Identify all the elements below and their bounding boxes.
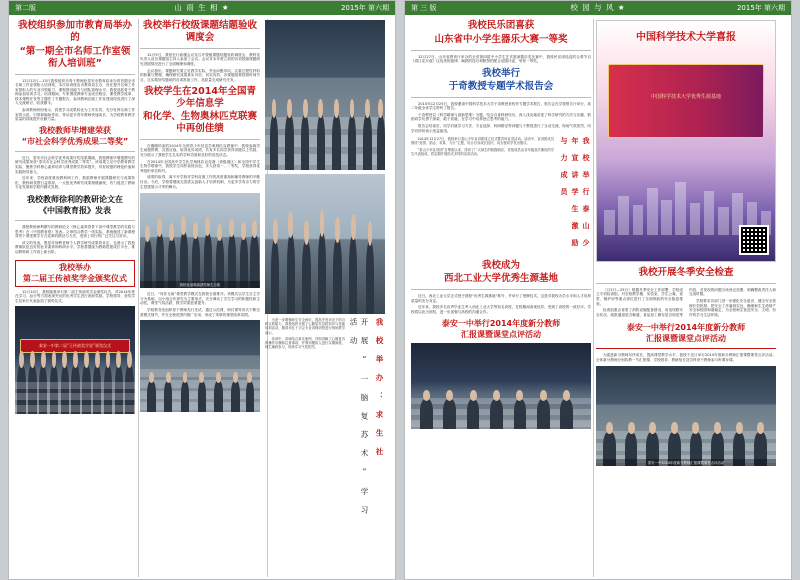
right-col-2 [596,20,776,577]
left-c1-p5: 我校教师徐利撰写的教研论文《核心素养背景下高中课堂教学的实践与思考》在《中国教育报》发表。文章结合教学一线实际，系统阐述了新课程背景下课堂教学方式变革的路径与方法，受到了同行的广泛关注与好评。 [15,225,135,239]
right-c1-headline-1: 我校民乐团喜获 [467,20,535,31]
classroom-students [140,370,260,412]
right-c1-p1: 12月27日，山东省教育厅举办的全省第四届中小学生艺术展演器乐类比赛中，我校民乐团选送的合奏节目《春江花月夜》以优美的旋律、娴熟的技巧和默契的配合征服评委，荣获一等奖。 [411,54,591,64]
left-c2-headline-2a: 我校学生在2014年全国青少年信息学 [144,86,256,110]
right-col-1 [411,20,591,577]
left-c1-p4: 近年来，学校高度重视教科研工作，鼓励教师开展课题研究与成果转化，教科研氛围日益浓厚，一大批优秀研究成果相继涌现，有力促进了教师专业发展和学校内涵式发展。 [15,176,135,190]
left-c2-headline-2b: 和化学、生物奥林匹克联赛中再创佳绩 [142,111,257,134]
left-c2-p5: 成绩的取得，离不开学校对学科竞赛工作的高度重视和辅导教师的辛勤付出。今后，学校将继续完善拔尖创新人才培养机制，为更多学有余力的学生搭建展示才华的舞台。 [140,175,260,189]
right-c1-article-2 [411,102,591,134]
right-c1-article-1 [411,55,591,64]
left-col-1 [15,20,135,577]
left-c2-article-1 [140,53,260,83]
right-c2-photo-classroom [596,366,776,466]
left-c2-article-2 [140,144,260,189]
right-c2-p2: 检查组重点查看了消防设施配备情况、用电线路安全状况、疏散通道是否畅通、食品加工储存是否规范等内容，对发现的问题当场登记造册，明确整改责任人和完成时限。 [596,287,776,317]
right-page-body [405,15,791,580]
left-c1-p7: 12月10日，我校隆重举行第二届王传祯奖学金颁奖仪式，对2014年度在学习、品行等方面表现突出的优秀学生进行表彰奖励。学校领导、获奖学生及家长代表参加了颁奖仪式。 [15,289,135,303]
right-c1-p5: 2014年12月27日，我校举行泰山少年宣讲团成立仪式暨首场宣讲活动。活动中，宣讲团成员围绕“爱国、励志、求真、力行”主题，结合自身成长经历，向全校同学发出倡议。 [411,137,554,146]
right-c2-p3: 学校要求各部门进一步强化安全意识，健全安全管理长效机制，把安全工作落到实处，确保师生生命财产安全和校园和谐稳定，为全校师生营造安全、文明、有序的学习生活环境。 [689,299,776,317]
right-c1-headline-4b: 西北工业大学优秀生源基地 [443,273,558,285]
newspaper-page-right [404,0,792,580]
right-c1-vertical-headline: 我 校 举 行 泰 山 少 年 宣 讲 学 生 激 励 与 力 成 员 [560,137,590,248]
left-page-body [9,15,395,580]
right-c1-p2: 2015年12月25日，我校邀请中国科学技术大学于奇教授来校作专题学术报告，报告会在学校报告厅举行，高二年级全体学生聆听了报告。 [411,101,591,111]
qr-code-icon [739,225,769,255]
group-photo-people [140,218,260,288]
left-c2-p7: 学校教务处组织骨干教师先行先试，通过示范课、研讨课等形式不断完善模式细节，并在全校范围内推广应用，形成了浓厚的课堂改革氛围。 [140,307,260,317]
left-c2-p6: 近日，“同伴互助”课堂教学模式在我校全面推开。该模式以学生自主学习为基础，以小组合作探究为主要形式，充分调动了学生学习的积极性和主动性，课堂气氛活跃，教学效果显著提升。 [140,292,260,306]
left-c1-headline-6b: 第二届王传祯奖学金颁奖仪式 [23,273,127,283]
left-c2-p3: 在刚刚结束的2014年全国青少年信息学奥林匹克联赛中，我校参赛学生顽强拼搏、沉着应战，取得优异成绩，共有多名同学获得省级以上奖励，充分展示了我校学生扎实的学科功底和良好的竞技状态。 [140,143,260,157]
left-c3-p2: 培训中，讲师结合真实案例，详细讲解了心肺复苏的操作步骤和注意事项，并利用模拟人进行实操演练，师生踊跃参与，现场学习气氛热烈。 [265,336,345,350]
left-c1-headline-6a: 我校举办 [59,262,91,272]
right-c1-bottom-headline-b: 汇报课暨课堂点评活动 [461,330,541,340]
left-c2-photo-caption: 我校参加奥赛获奖师生合影 [140,281,260,288]
left-c1-article-3 [15,225,135,255]
right-c2-headline-2a: 泰安一中举行2014年度新分教师 [626,323,746,333]
left-c2-photo-group [140,193,260,288]
right-c2-headline-1: 我校开展冬季安全检查 [638,267,734,278]
left-c2-p4: 在2014年全国高中学生化学奥林匹克竞赛（省级赛区）和全国中学生生物学联赛中，我校学生同样表现出色，多人获得一、二等奖，学校获得优秀组织单位称号。 [140,159,260,173]
right-masthead-issue: 2015年 第六期 [736,4,785,12]
right-c2-p1: （月2日—25日）根据冬季安全工作部署，学校成立专项检查组，对全校教学楼、实验室、学生公寓、食堂、锅炉房等重点部位进行了全面细致的安全隐患排查。 [596,287,683,306]
poster-title: 中国科学技术大学喜报 [636,32,736,44]
left-c1-headline-5b: 《中国教育报》发表 [39,206,111,215]
right-c1-headline-3a: 我校举行 [481,67,520,79]
left-c3-group-people [265,216,385,314]
left-c1-article-1 [15,79,135,122]
left-masthead-title: 山 雨 生 相 ★ [174,3,230,12]
left-masthead-issue: 2015年 第六期 [340,4,389,12]
right-c2-p4: 为促进新分教师尽快成长，提高课堂教学水平，我校于近日举行2014年度新分教师汇报课暨课堂点评活动。全体新分教师分别执教一节汇报课，学校领导、教研组长及学科骨干教师参与听课评课。 [596,353,776,363]
left-c2-p1: 12月9日，我校在行政楼会议室召开校级课题结题验收调度会，教科室负责人及各课题组主持人参加了会议。会议对本年度立项的各项校级课题研究进展情况进行了全面梳理和调度。 [140,52,260,66]
left-c3-bottom-block [265,318,385,528]
left-c3-p1: 为进一步增强师生安全意识，提高突发状况下的自救互救能力，我校组织开展了心肺复苏急救知识与技能培训活动，邀请市红十字会专业讲师到校进行现场教学演示。 [265,318,345,335]
left-col-2 [140,20,260,577]
left-c1-p1: 12月12日—15日我校组织市骨干教师赴泰安市教育局举办的首期全市名师工作室领衔人培训班，本次培训班由市教育局主办，旨在提升名师工作室领衔人的专业引领能力、课程建设能力与团队管理水平，我校选派骨干教师参加培训学习。培训期间，专家围绕教师专业成长路径、课堂教学改革、校本课程开发等主题作了专题报告，参训教师还就工作室建设经验进行了深入交流研讨，收获颇丰。 [15,78,135,106]
right-c1-attendees [411,388,591,429]
right-c1-p8: 近年来，我校多名优秀毕业生考入西北工业大学等知名高校，在校期间表现优异，受到了高校的一致好评。学校将以此为契机，进一步加强与高校的沟通合作。 [411,305,591,314]
left-c1-photo-ceremony [15,306,135,414]
right-c2-headline-2b: 汇报课暨课堂点评活动 [646,334,726,344]
right-c1-sub-article [411,137,554,257]
left-c3-photo-mid [265,174,385,314]
right-c1-article-3 [411,294,591,314]
right-c1-p3: 于奇教授以《科学精神与创新思维》为题，结合自身科研经历，深入浅出地讲述了科学研究的方法与乐趣，鼓励同学们勇于探索、敢于质疑，在学习中培养独立思考的能力。 [411,112,591,122]
right-c1-bottom-headline-a: 泰安一中举行2014年度新分教师 [441,319,561,329]
left-c1-headline-1: 我校组织参加市教育局举办的 [17,20,132,43]
left-c2-photo-classroom [140,320,260,412]
left-c3-students [265,95,385,170]
left-c1-article-2 [15,156,135,190]
left-c1-p6: 该文的发表，既是对徐利老师个人教学研究成果的肯定，也展示了我校教师队伍良好的业务素养和科研水平。学校将继续为教师搭建成长平台，推动教科研工作再上新台阶。 [15,240,135,254]
right-c1-headline-4a: 我校成为 [481,260,520,272]
left-masthead-page: 第二版 [15,4,36,12]
left-c2-p2: 会议指出，课题研究要立足教学实际，突出问题导向，注重过程性材料的积累与整理，确保研究成果真实可信、切实有效。各课题组要按照时间节点，扎实做好结题前的各项准备工作，高质量完成研究任务。 [140,68,260,82]
right-c2-poster [596,20,776,262]
left-c2-headline-1: 我校举行校级课题结题验收调度会 [142,20,257,43]
right-c1-headline-3b: 于奇教授专题学术报告会 [448,80,554,92]
poster-banner [608,64,765,138]
right-masthead-title: 校 园 与 风 ★ [570,3,626,12]
left-c1-article-4 [15,290,135,304]
right-masthead-page: 第 三 版 [411,4,437,12]
right-c1-headline-2: 山东省中小学生器乐大赛一等奖 [434,33,568,45]
seat-rows [15,367,135,415]
right-c1-mid-block [411,137,591,257]
left-c3-vertical-headline: 开 展 “ 一 脑 复 苏 术 ” 学 习 活 动 [349,318,369,515]
left-col-3 [265,20,385,577]
ceremony-banner: 泰安一中第二届“王传祯奖学金”颁奖仪式 [20,339,130,353]
left-c1-headline-5a: 我校教师徐利的教研论文在 [27,195,123,204]
left-masthead [9,1,395,15]
right-c1-p6: “泰山少年宣讲团”自筹备以来，得到了广大师生的积极响应，首批成员由各年级品学兼优的学生代表组成，将定期开展形式多样的宣讲活动。 [411,147,554,156]
left-c1-headline-3: 我校教师毕增建荣获 [39,125,111,135]
left-c1-award-box [15,260,135,287]
left-c3-photo-top [265,20,385,170]
right-c2-article-1 [596,288,776,319]
right-c2-article-2 [596,353,776,362]
poster-banner-text: 中国科学技术大学优秀生源基地 [650,93,721,100]
left-c1-headline-2: “第一期全市名师工作室领衔人培训班” [19,45,131,69]
left-c3-vertical-title: 我 校 举 办 ： 求 生 社 [375,318,384,456]
right-c1-p4: 报告会结束后，同学们就学习方法、专业选择、科研路径等问题与于教授进行了互动交流，现场气氛热烈，同学们纷纷表示受益匪浅。 [411,124,591,133]
right-c2-photo-caption: 泰安一中2014年度新分教师汇报课暨课堂点评活动 [596,459,776,466]
left-c1-headline-4: “市社会科学优秀成果二等奖” [21,136,129,146]
newspaper-page-left [8,0,396,580]
left-c3-article [265,318,345,528]
left-c1-p2: 参训教师纷纷表示，将把学习成果转化为工作实效，充分发挥名师工作室的示范、引领和辐射作用，带动更多青年教师快速成长，为学校教育教学质量的持续提升贡献力量。 [15,108,135,122]
left-c1-p3: 近日，泰安市社会科学优秀成果评奖结果揭晓，我校教师毕增建撰写的研究成果荣获“泰安市社会科学优秀成果二等奖”。该成果立足中学教育教学实际，聚焦学科核心素养培育与课堂教学效率提升，具有较强的理论价值和实践指导意义。 [15,155,135,174]
right-c1-photo-meeting [411,343,591,429]
right-masthead [405,1,791,15]
left-c2-article-3 [140,292,260,317]
right-c1-p7: 近日，西北工业大学正式授予我校“优秀生源基地”称号，并举行了授牌仪式。这是对我校办学水平和人才培养质量的充分肯定。 [411,294,591,303]
